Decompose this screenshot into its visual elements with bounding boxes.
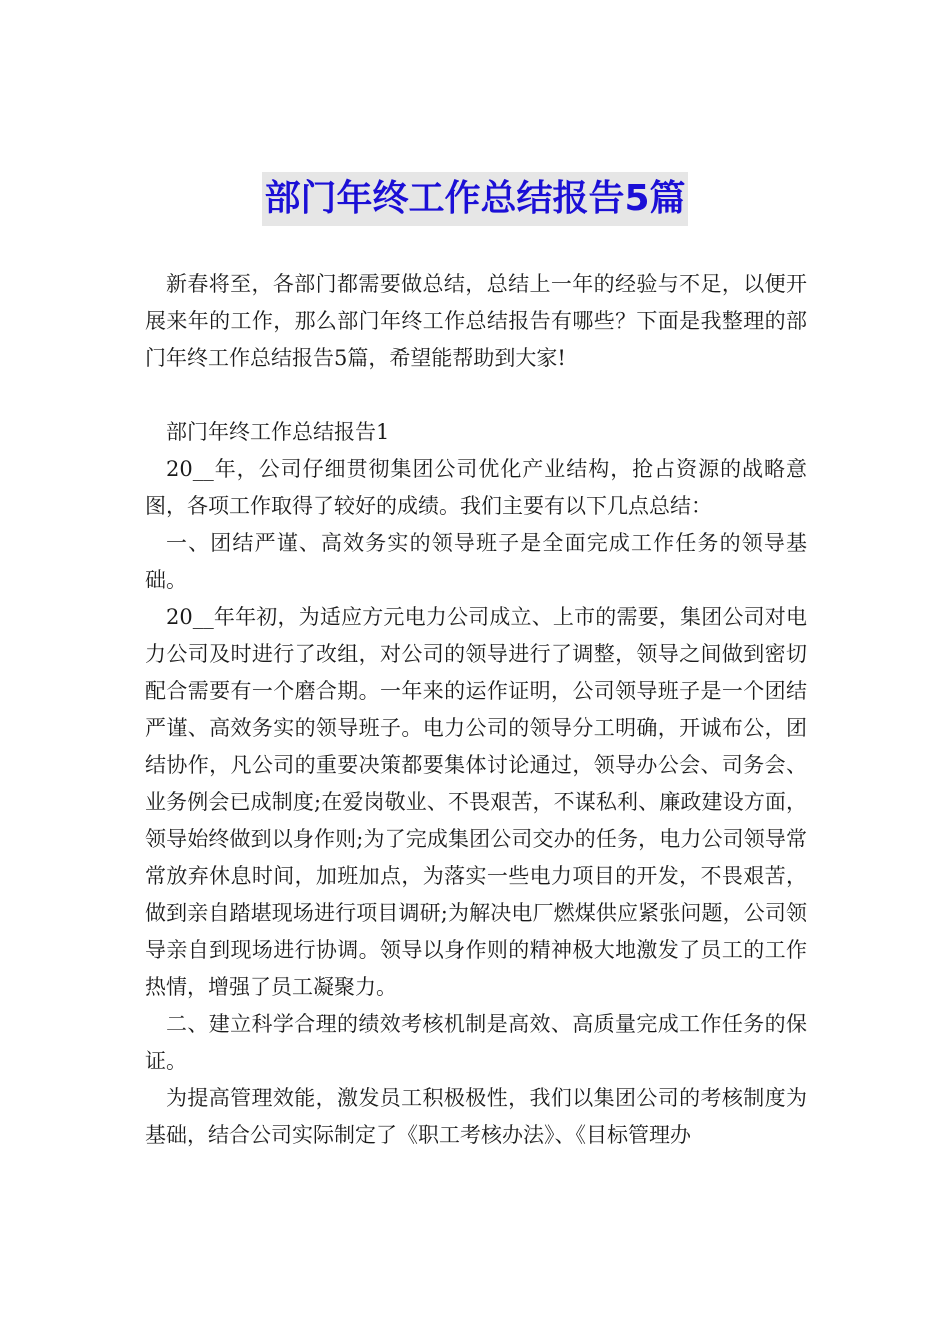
title-container (0, 172, 950, 226)
body-paragraph: 一、团结严谨、高效务实的领导班子是全面完成工作任务的领导基础。 (145, 531, 807, 592)
body-paragraph: 20__年年初，为适应方元电力公司成立、上市的需要，集团公司对电力公司及时进行了改组，对公司的领导进行了调整，领导之间做到密切配合需要有一个磨合期。一年来的运作证明，公司领导班子是一个团结严谨、高效务实的领导班子。电力公司的领导分工明确，开诚布公，团结协作，凡公司的重要决策都要集体讨论通过，领导办公会、司务会、业务例会已成制度;在爱岗敬业、不畏艰苦，不谋私利、廉政建设方面，领导始终做到以身作则;为了完成集团公司交办的任务，电力公司领导常常放弃休息时间，加班加点，为落实一些电力项目的开发，不畏艰苦，做到亲自踏堪现场进行项目调研;为解决电厂燃煤供应紧张问题，公司领导亲自到现场进行协调。领导以身作则的精神极大地激发了员工的工作热情，增强了员工凝聚力。 (145, 605, 807, 999)
document-title: 部门年终工作总结报告5篇 (262, 172, 687, 226)
paragraph-gap (145, 377, 807, 414)
document-body (145, 266, 807, 1154)
body-paragraph: 二、建立科学合理的绩效考核机制是高效、高质量完成工作任务的保证。 (145, 1012, 807, 1073)
intro-paragraph: 新春将至，各部门都需要做总结，总结上一年的经验与不足，以便开展来年的工作，那么部门年终工作总结报告有哪些？下面是我整理的部门年终工作总结报告5篇，希望能帮助到大家! (145, 272, 807, 370)
section-heading: 部门年终工作总结报告1 (166, 420, 390, 444)
body-paragraph: 为提高管理效能，激发员工积极极性，我们以集团公司的考核制度为基础，结合公司实际制定了《职工考核办法》、《目标管理办 (145, 1086, 807, 1147)
body-paragraph: 20__年，公司仔细贯彻集团公司优化产业结构，抢占资源的战略意图，各项工作取得了较好的成绩。我们主要有以下几点总结： (145, 457, 807, 518)
